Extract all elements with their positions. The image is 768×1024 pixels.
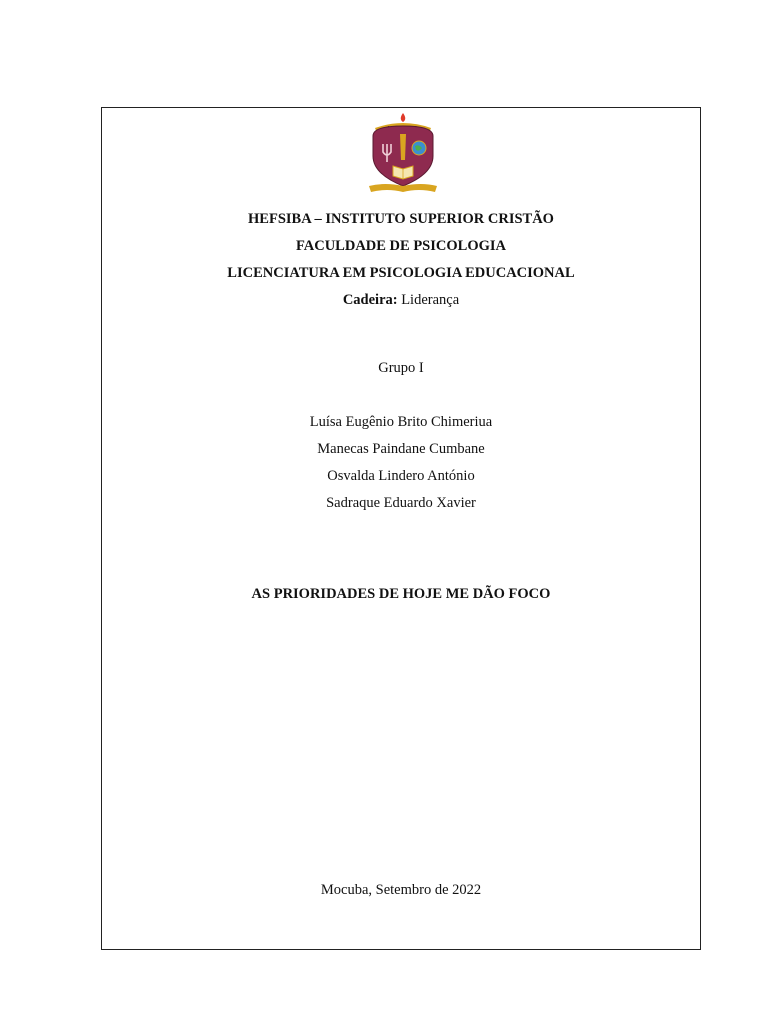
member-name: Osvalda Lindero António (327, 468, 475, 484)
member-name: Sadraque Eduardo Xavier (326, 495, 476, 511)
place-date: Mocuba, Setembro de 2022 (320, 882, 482, 898)
course-line (102, 291, 700, 309)
course-label: Cadeira: (342, 292, 398, 308)
member-name: Manecas Paindane Cumbane (317, 441, 485, 457)
member-name: Luísa Eugênio Brito Chimeriua (309, 414, 493, 430)
cover-page-frame (101, 107, 701, 950)
institution-name: HEFSIBA – INSTITUTO SUPERIOR CRISTÃO (248, 211, 554, 227)
faculty-name: FACULDADE DE PSICOLOGIA (295, 238, 506, 254)
document-title: AS PRIORIDADES DE HOJE ME DÃO FOCO (251, 586, 551, 602)
lamp-icon (400, 134, 406, 160)
degree-name: LICENCIATURA EM PSICOLOGIA EDUCACIONAL (227, 265, 575, 281)
course-value: Liderança (401, 292, 460, 308)
hefsiba-logo (365, 112, 441, 196)
group-name: Grupo I (378, 360, 424, 376)
flame-icon (401, 113, 406, 122)
